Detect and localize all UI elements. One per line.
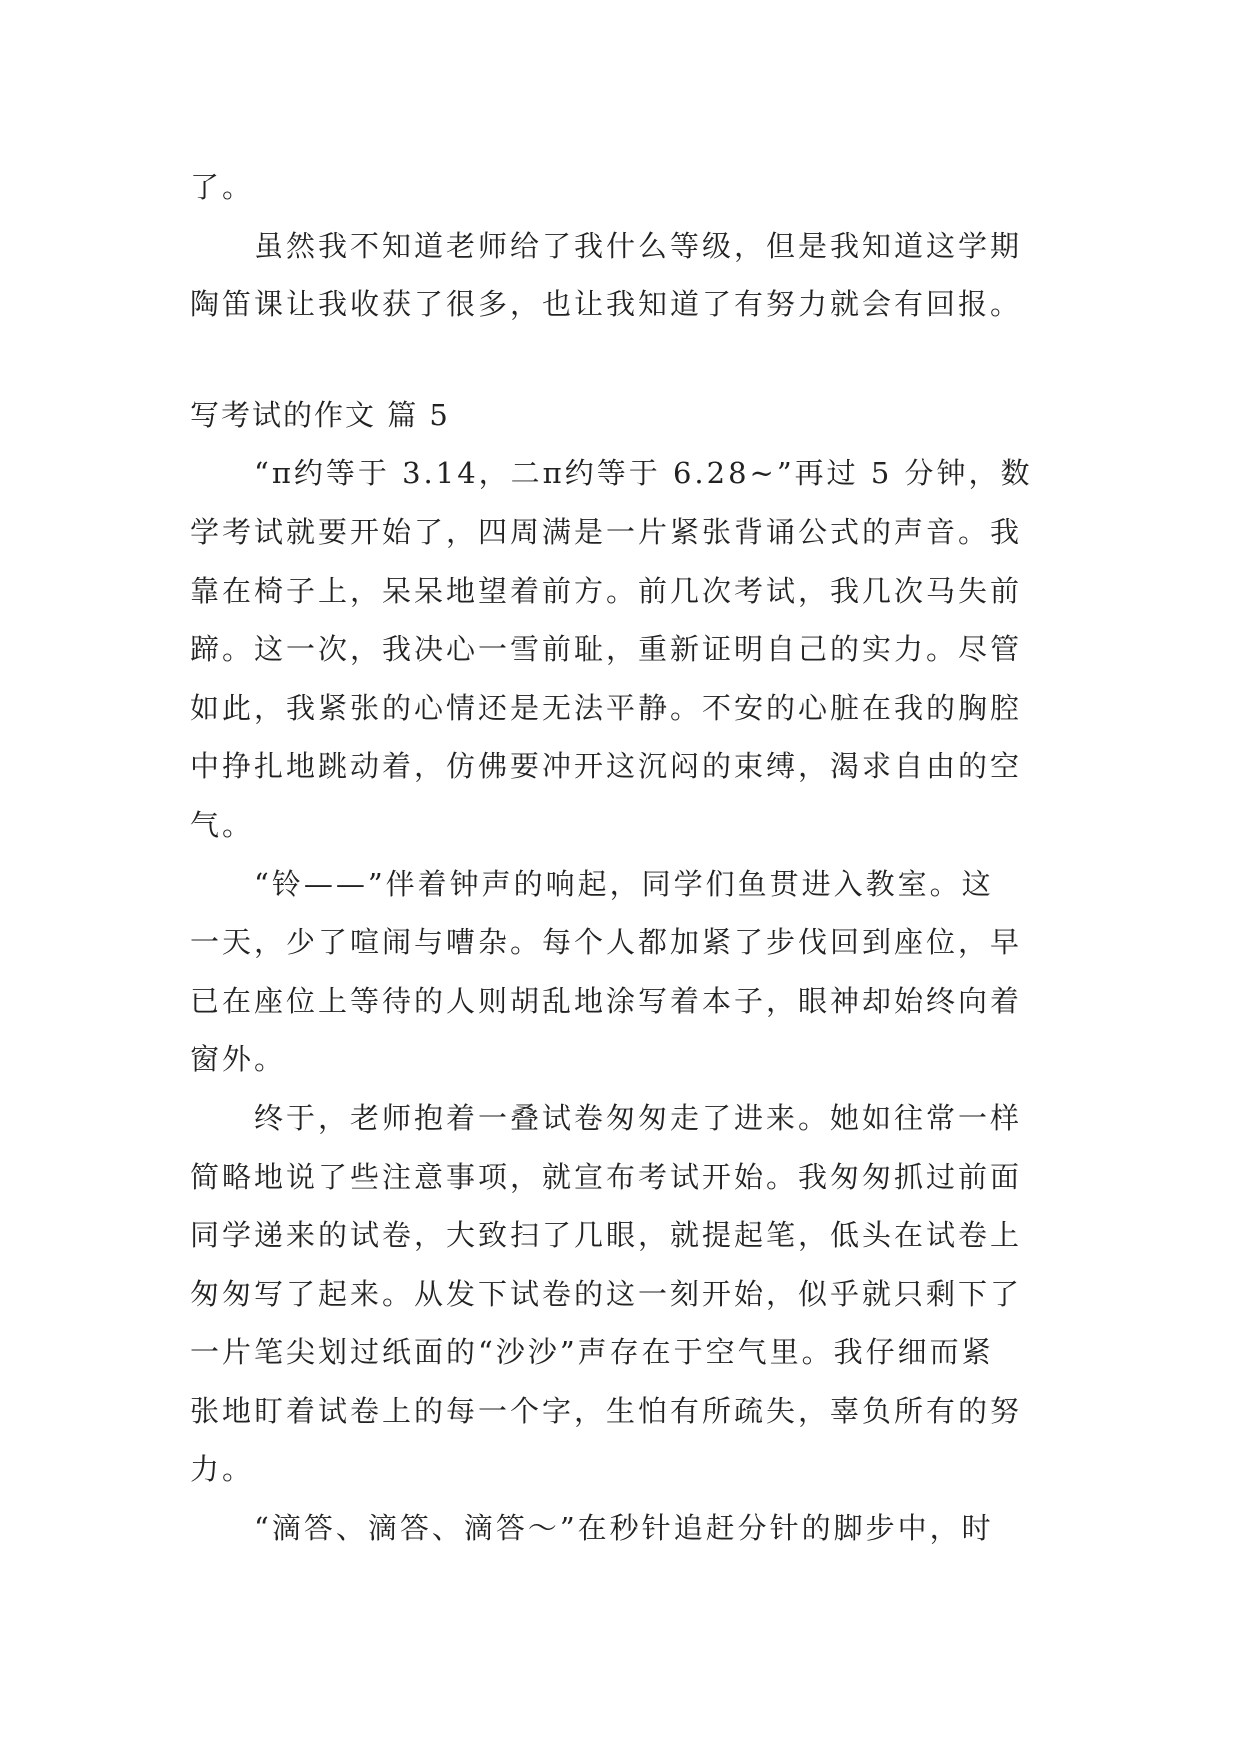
text-line: 靠在椅子上，呆呆地望着前方。前几次考试，我几次马失前: [190, 573, 1023, 608]
text-line: 如此，我紧张的心情还是无法平静。不安的心脏在我的胸腔: [190, 690, 1023, 725]
paragraph-4: [190, 1499, 1060, 1558]
text-line: 已在座位上等待的人则胡乱地涂写着本子，眼神却始终向着: [190, 983, 1023, 1018]
text-line: 同学递来的试卷，大致扫了几眼，就提起笔，低头在试卷上: [190, 1218, 1023, 1253]
text-line: 一片笔尖划过纸面的“沙沙”声存在于空气里。我仔细而紧: [190, 1335, 994, 1370]
text-line: 窗外。: [190, 1042, 287, 1077]
text-line: “铃——”伴着钟声的响起，同学们鱼贯进入教室。这: [254, 866, 994, 901]
paragraph-summary: [190, 217, 1060, 334]
text-line: 蹄。这一次，我决心一雪前耻，重新证明自己的实力。尽管: [190, 632, 1023, 667]
text-line: 学考试就要开始了，四周满是一片紧张背诵公式的声音。我: [190, 514, 1023, 549]
text-line: 了。: [190, 170, 255, 204]
paragraph-2: [190, 855, 1060, 1089]
text-line: 气。: [190, 807, 255, 842]
paragraph-continuation: [190, 158, 1060, 217]
text-line: 中挣扎地跳动着，仿佛要冲开这沉闷的束缚，渴求自由的空: [190, 749, 1023, 784]
text-line: 力。: [190, 1452, 255, 1487]
text-line: 虽然我不知道老师给了我什么等级，但是我知道这学期: [254, 228, 1023, 263]
text-line: 简略地说了些注意事项，就宣布考试开始。我匆匆抓过前面: [190, 1159, 1023, 1194]
text-line: 一天，少了喧闹与嘈杂。每个人都加紧了步伐回到座位，早: [190, 925, 1023, 960]
text-line: 终于，老师抱着一叠试卷匆匆走了进来。她如往常一样: [254, 1100, 1023, 1135]
text-line: 匆匆写了起来。从发下试卷的这一刻开始，似乎就只剩下了: [190, 1276, 1023, 1311]
paragraph-1: [190, 444, 1060, 854]
section-spacer: [190, 334, 1060, 386]
text-line: “π约等于 3.14，二π约等于 6.28~”再过 5 分钟，数: [254, 456, 1033, 491]
text-line: 陶笛课让我收获了很多，也让我知道了有努力就会有回报。: [190, 287, 1023, 322]
text-line: 张地盯着试卷上的每一个字，生怕有所疏失，辜负所有的努: [190, 1393, 1023, 1428]
text-line: “滴答、滴答、滴答～”在秒针追赶分针的脚步中，时: [254, 1511, 994, 1546]
document-body: [190, 158, 1060, 1558]
section-heading: 写考试的作文 篇 5: [190, 397, 450, 432]
paragraph-3: [190, 1089, 1060, 1499]
